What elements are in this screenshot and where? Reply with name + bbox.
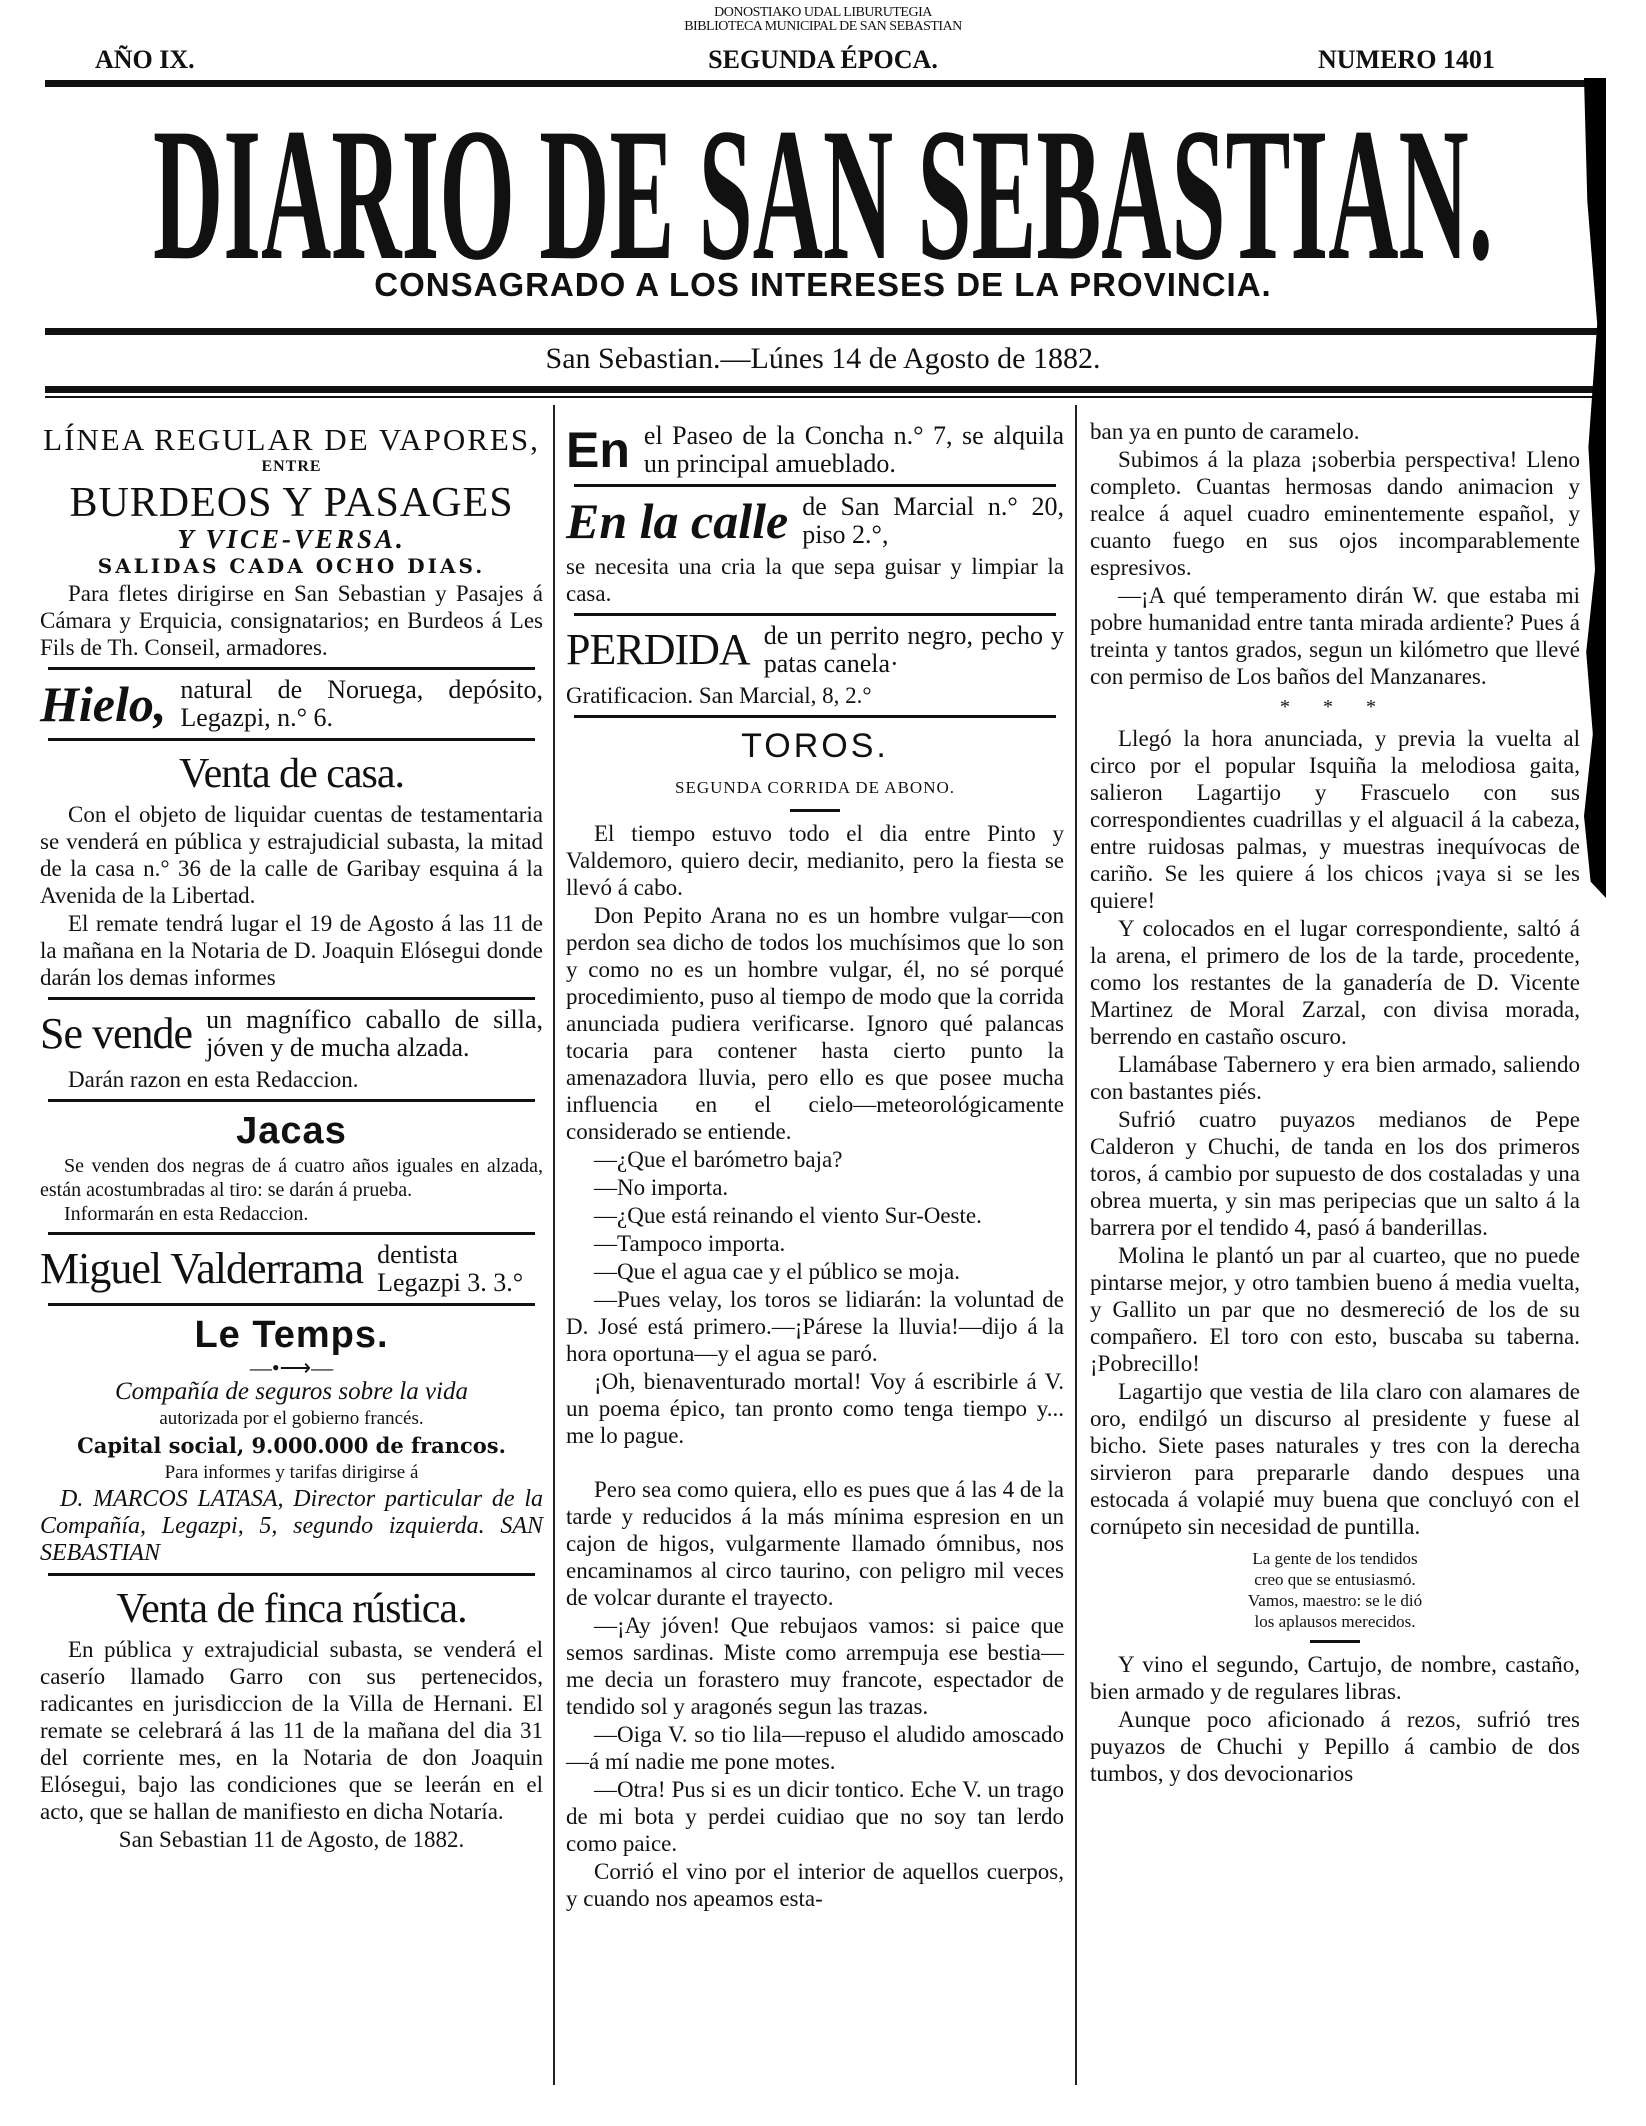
verse-line: La gente de los tendidos (1252, 1549, 1418, 1568)
paragraph: Sufrió cuatro puyazos medianos de Pepe Calderon y Chuchi, de tanda en los dos primeros toros, á cambio por supuesto de dos costaladas y una obrea muerta, y sin mas peripecias que un salto á la barrera por el tendido 4, pasó á banderillas. (1090, 1107, 1580, 1240)
ad-title: LÍNEA REGULAR DE VAPORES, (43, 422, 540, 457)
ad-headline: Miguel Valderrama (40, 1244, 364, 1293)
ad-title: BURDEOS Y PASAGES (69, 480, 514, 526)
section-heading: Venta de casa. (178, 751, 405, 797)
paragraph: Llegó la hora anunciada, y previa la vuelta al circo por el popular Isquiña la melodiosa gaita, salieron Lagartijo y Frascuelo con sus correspondientes cuadrillas y el alguacil á la cabeza, entre ruidosas palmas, y muestras inequívocas de cariño. Se les quiere á los chicos ¡vaya si se les quiere! (1090, 726, 1580, 913)
ad-headline: En (566, 422, 630, 478)
ad-text: de San Marcial n.° 20, piso 2.°, (802, 492, 1064, 549)
text-line: SALIDAS CADA OCHO DIAS. (97, 554, 486, 578)
library-stamp-line-2: BIBLIOTECA MUNICIPAL DE SAN SEBASTIAN (684, 19, 962, 34)
dateline: San Sebastian.—Lúnes 14 de Agosto de 1882. (545, 342, 1101, 375)
classified-ad (40, 1006, 543, 1062)
ad-headline: Se vende (40, 1009, 193, 1058)
paragraph: En pública y extrajudicial subasta, se venderá el caserío llamado Garro con sus pertenecidos, radicantes en jurisdiccion de la Villa de Hernani. El remate se celebrará á las 11 de la mañana del dia 31 del corriente mes, en la Notaria de don Joaquin Elósegui, bajo las condiciones que se leerán en el acto, que se hallan de manifiesto en dicha Notaría. (40, 1637, 543, 1824)
ornament: —•⟶— (249, 1355, 334, 1380)
divider-rule (48, 1099, 535, 1102)
column-3-toros-continued (1090, 418, 1580, 1788)
motto: CONSAGRADO A LOS INTERESES DE LA PROVINCIA. (374, 266, 1272, 303)
issue-number: NUMERO 1401 (1318, 45, 1495, 74)
divider-rule (574, 484, 1056, 487)
verse-line: creo que se entusiasmó. (1254, 1570, 1416, 1589)
paragraph: —¡A qué temperamento dirán W. que estaba mi pobre humanidad entre tanta mirada ardiente? Pues á treinta y tantos grados, segun un kilómetro que llevé con permiso de Los baños del Manzanares. (1090, 583, 1580, 689)
dateline-rule-thin (45, 396, 1600, 398)
ad-text: natural de Noruega, depósito, Legazpi, n.° 6. (180, 675, 543, 732)
paragraph: Corrió el vino por el interior de aquellos cuerpos, y cuando nos apeamos esta- (566, 1859, 1064, 1911)
section-heading: Le Temps. (194, 1314, 389, 1356)
ad-text: dentista Legazpi 3. 3.° (377, 1240, 524, 1297)
classified-ad (566, 493, 1064, 549)
classified-ad (40, 1241, 543, 1297)
paragraph: Informarán en esta Redaccion. (64, 1203, 309, 1225)
motto-rule (45, 328, 1600, 335)
text-line: Compañía de seguros sobre la vida (115, 1378, 468, 1405)
spacer (566, 1450, 1064, 1476)
paragraph: Se venden dos negras de á cuatro años iguales en alzada, están acostumbradas al tiro: se darán á prueba. (40, 1155, 543, 1201)
divider-rule (48, 738, 535, 741)
classified-ad (40, 676, 543, 732)
column-divider (553, 405, 555, 2085)
section-heading: TOROS. (741, 727, 889, 765)
header-rule (45, 80, 1600, 87)
divider-rule (574, 613, 1056, 616)
classified-ad (566, 622, 1064, 678)
dateline-rule (45, 386, 1600, 393)
paragraph: ¡Oh, bienaventurado mortal! Voy á escribirle á V. un poema épico, tan pronto como tenga tiempo y... me lo pague. (566, 1369, 1064, 1448)
paragraph: Para fletes dirigirse en San Sebastian y Pasajes á Cámara y Erquicia, consignatarios; en Burdeos á Les Fils de Th. Conseil, armadores. (40, 581, 543, 660)
paragraph: Lagartijo que vestia de lila claro con alamares de oro, endilgó un discurso al presidente y fuese al bicho. Siete pases naturales y tres con la derecha sirvieron para prepararle dando despues una estocada á volapié muy buena que concluyó con el cornúpeto sin necesidad de puntilla. (1090, 1379, 1580, 1539)
ad-text: el Paseo de la Concha n.° 7, se alquila un principal amueblado. (643, 421, 1064, 478)
classified-ad (566, 422, 1064, 478)
column-2-toros (566, 418, 1064, 1913)
epoch-label: SEGUNDA ÉPOCA. (708, 45, 938, 74)
divider-rule (48, 1232, 535, 1235)
year-label: AÑO IX. (95, 45, 195, 74)
paragraph: se necesita una cria la que sepa guisar y limpiar la casa. (566, 554, 1064, 606)
ad-text: de un perrito negro, pecho y patas canela· (763, 621, 1064, 678)
paragraph: —Tampoco importa. (594, 1231, 786, 1256)
torn-page-edge (1584, 78, 1606, 898)
divider-rule (790, 809, 840, 812)
paragraph: —No importa. (594, 1175, 729, 1200)
paragraph: Y colocados en el lugar correspondiente, saltó á la arena, el primero de los de la tarde, procedente, como los restantes de la ganadería de D. Vicente Martinez de Moral Zarzal, con divisa morada, berrendo en castaño oscuro. (1090, 916, 1580, 1049)
verse-line: los aplausos merecidos. (1254, 1612, 1416, 1631)
paragraph: Don Pepito Arana no es un hombre vulgar—con perdon sea dicho de todos los muchísimos que lo son y como no es un hombre vulgar, él, no sé porqué procedimiento, puso al tiempo de modo que la corrida anunciada pudiera verificarse. Ignoro qué palancas tocaria para contener hasta cierto punto la amenazadora lluvia, pero ello es que posee mucha influencia en el cielo—meteorológicamente considerado se entiende. (566, 903, 1064, 1144)
paragraph: Y vino el segundo, Cartujo, de nombre, castaño, bien armado y de regulares libras. (1090, 1652, 1580, 1704)
ad-headline: En la calle (566, 493, 789, 549)
paragraph: —Otra! Pus si es un dicir tontico. Eche V. un trago de mi bota y perdei cuidiao que no soy tan lerdo como paice. (566, 1777, 1064, 1856)
verse-stanza (1090, 1548, 1580, 1632)
paragraph: Aunque poco aficionado á rezos, sufrió tres puyazos de Chuchi y Pepillo á cambio de dos tumbos, y dos devocionarios (1090, 1707, 1580, 1786)
paragraph: —¡Ay jóven! Que rebujaos vamos: si paice que semos sardinas. Miste como arrempuja ese bestia—me decia un forastero muy francote, espectador de tendido sol y aragonés segun las trazas. (566, 1613, 1064, 1719)
masthead (153, 108, 1493, 273)
column-1-advertisements (40, 418, 543, 1853)
paragraph: Darán razon en esta Redaccion. (68, 1067, 359, 1092)
divider-rule (48, 1303, 535, 1306)
section-separator: * * * (1280, 696, 1390, 718)
column-divider (1075, 405, 1077, 2085)
text-line: D. MARCOS LATASA, Director particular de la Compañía, Legazpi, 5, segundo izquierda. SAN SEBASTIAN (40, 1486, 543, 1566)
paragraph: El remate tendrá lugar el 19 de Agosto á las 11 de la mañana en la Notaria de D. Joaquin Elósegui donde darán los demas informes (40, 911, 543, 990)
paragraph: ban ya en punto de caramelo. (1090, 419, 1360, 444)
paragraph: —Pues velay, los toros se lidiarán: la voluntad de D. José está primero.—¡Párese la lluvia!—dijo á la hora oportuna—y el agua se paró. (566, 1287, 1064, 1366)
divider-rule (574, 715, 1056, 718)
paragraph: —¿Que el barómetro baja? (594, 1147, 843, 1172)
ad-headline: Hielo, (40, 676, 167, 732)
text-line: Para informes y tarifas dirigirse á (164, 1462, 419, 1483)
text-line: autorizada por el gobierno francés. (159, 1408, 424, 1429)
divider-rule (48, 667, 535, 670)
text-line: Y VICE-VERSA. (177, 524, 406, 554)
paragraph: —¿Que está reinando el viento Sur-Oeste. (594, 1203, 982, 1228)
ad-headline: PERDIDA (566, 625, 750, 674)
paragraph: El tiempo estuvo todo el dia entre Pinto y Valdemoro, quiero decir, medianito, pero la fiesta se llevó á cabo. (566, 821, 1064, 900)
paragraph: Con el objeto de liquidar cuentas de testamentaria se venderá en pública y estrajudicial subasta, la mitad de la casa n.° 36 de la calle de Garibay esquina á la Avenida de la Libertad. (40, 802, 543, 908)
text-line: SEGUNDA CORRIDA DE ABONO. (674, 778, 956, 797)
verse-line: Vamos, maestro: se le dió (1247, 1591, 1423, 1610)
paragraph: Llamábase Tabernero y era bien armado, saliendo con bastantes piés. (1090, 1052, 1580, 1104)
text-line: ENTRE (261, 458, 322, 475)
paragraph: Subimos á la plaza ¡soberbia perspectiva! Lleno completo. Cuantas hermosas dando animacion y realce á aquel cuadro eminentemente español, y cuanto fuego en sus ojos incomparablemente espresivos. (1090, 447, 1580, 580)
masthead-svg (153, 108, 1493, 273)
ad-text: un magnífico caballo de silla, jóven y de mucha alzada. (206, 1005, 543, 1062)
paragraph: Molina le plantó un par al cuarteo, que no puede pintarse mejor, y otro tambien bueno á media vuelta, y Gallito un par que no desmereció de los de su compañero. El toro con esto, buscaba su taberna. ¡Pobrecillo! (1090, 1243, 1580, 1376)
text-line: San Sebastian 11 de Agosto, de 1882. (118, 1827, 465, 1852)
paragraph: —Que el agua cae y el público se moja. (594, 1259, 960, 1284)
paragraph: Gratificacion. San Marcial, 8, 2.° (566, 683, 872, 708)
divider-rule (48, 1573, 535, 1576)
section-heading: Jacas (236, 1110, 347, 1152)
paragraph: —Oiga V. so tio lila—repuso el aludido amoscado—á mí nadie me pone motes. (566, 1722, 1064, 1774)
text-line: Capital social, 9.000.000 de francos. (77, 1433, 506, 1458)
section-heading: Venta de finca rústica. (116, 1586, 467, 1632)
divider-rule (48, 997, 535, 1000)
library-stamp-line-1: DONOSTIAKO UDAL LIBURUTEGIA (714, 5, 932, 20)
newspaper-title: DIARIO DE SAN SEBASTIAN. (153, 108, 1493, 273)
divider-rule (1310, 1640, 1360, 1643)
paragraph: Pero sea como quiera, ello es pues que á las 4 de la tarde y reducidos á la más mínima espresion en un cajon de higos, vulgarmente llamado ómnibus, nos encaminamos al circo taurino, con peligro mil veces de volcar durante el trayecto. (566, 1477, 1064, 1610)
